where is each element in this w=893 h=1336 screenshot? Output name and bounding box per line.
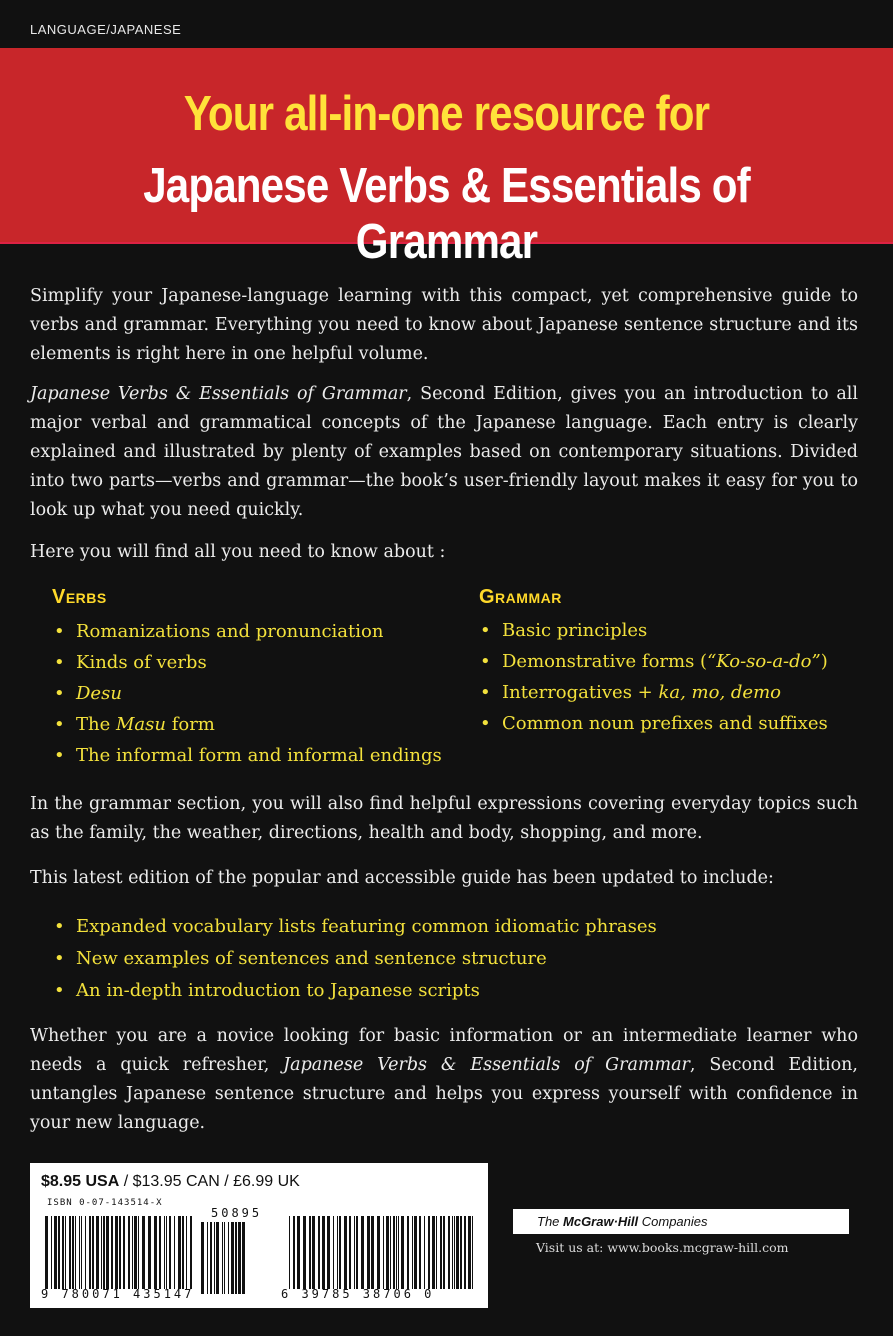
barcode-bar (464, 1216, 466, 1289)
barcode-bar (169, 1216, 171, 1289)
barcode-bar (96, 1216, 99, 1289)
barcode-bar (383, 1216, 384, 1289)
barcode-bar (85, 1216, 86, 1289)
barcode-bar (65, 1216, 66, 1289)
barcode-bar (75, 1216, 76, 1289)
barcode-bar (297, 1216, 300, 1289)
barcode-bar (432, 1216, 435, 1289)
barcode-bar (101, 1216, 102, 1289)
barcode-bar (327, 1216, 330, 1289)
barcode-bar (111, 1216, 113, 1289)
barcode-bar (242, 1222, 245, 1294)
barcode-bar (216, 1222, 219, 1294)
barcode-bar (69, 1216, 71, 1289)
barcode-bar (349, 1216, 351, 1289)
list-item: • New examples of sentences and sentence structure (52, 943, 657, 975)
barcode-bar (89, 1216, 91, 1289)
category-label: LANGUAGE/JAPANESE (30, 22, 182, 37)
barcode-bar (186, 1216, 187, 1289)
barcode-bar (58, 1216, 60, 1289)
barcode-bar (472, 1216, 473, 1289)
barcode-bar (79, 1216, 80, 1289)
barcode-bar (339, 1216, 341, 1289)
barcode-bar (235, 1222, 237, 1294)
barcode-bar (201, 1222, 204, 1294)
barcode-bar (159, 1216, 161, 1289)
barcode-bar (428, 1216, 430, 1289)
barcode-bar (443, 1216, 445, 1289)
barcode-bar (72, 1216, 74, 1289)
barcode-bar (134, 1216, 137, 1289)
barcode-bar (468, 1216, 471, 1289)
grammar-section-paragraph: In the grammar section, you will also find helpful expressions covering everyday topics such as the family, the weather, directions, health and body, shopping, and more. (30, 794, 858, 843)
list-item: • Desu (52, 678, 442, 709)
ean-barcode (45, 1216, 195, 1289)
list-item: • The informal form and informal endings (52, 740, 442, 771)
barcode-bar (303, 1216, 306, 1289)
barcode-bar (54, 1216, 57, 1289)
list-item: • Romanizations and pronunciation (52, 616, 442, 647)
barcode-bar (377, 1216, 380, 1289)
barcode-bar (132, 1216, 133, 1289)
barcode-bar (210, 1222, 212, 1294)
barcode-bar (371, 1216, 374, 1289)
barcode-bar (460, 1216, 462, 1289)
publisher-website: Visit us at: www.books.mcgraw-hill.com (536, 1240, 789, 1255)
barcode-bar (289, 1216, 290, 1289)
barcode-bar (138, 1216, 139, 1289)
barcode-bar (361, 1216, 364, 1289)
barcode-bar (92, 1216, 94, 1289)
list-item: • The Masu form (52, 709, 442, 740)
barcode-bar (312, 1216, 315, 1289)
barcode-bar (440, 1216, 442, 1289)
barcode-bar (386, 1216, 389, 1289)
latest-edition-paragraph: This latest edition of the popular and accessible guide has been updated to include: (30, 868, 774, 888)
list-item: • Expanded vocabulary lists featuring common idiomatic phrases (52, 911, 657, 943)
barcode-bar (224, 1222, 225, 1294)
barcode-bar (119, 1216, 121, 1289)
barcode-box (30, 1163, 488, 1308)
barcode-bar (293, 1216, 295, 1289)
barcode-bar (182, 1216, 184, 1289)
barcode-bar (62, 1216, 64, 1289)
barcode-bar (414, 1216, 417, 1289)
banner-title: Japanese Verbs & Essentials of Grammar (143, 159, 750, 269)
barcode-bar (354, 1216, 355, 1289)
verbs-list (52, 616, 442, 771)
addon-barcode (201, 1222, 249, 1294)
barcode-bar (154, 1216, 157, 1289)
barcode-bar (164, 1216, 165, 1289)
barcode-bar (142, 1216, 145, 1289)
closing-paragraph: Whether you are a novice looking for basic information or an intermediate learner who needs a quick refresher, Japanese Verbs & Essentials of Grammar, Second Edition, untangles Japanese sentence structure and helps you express yourself with confidence in your new language. (30, 1026, 858, 1133)
barcode-bar (452, 1216, 453, 1289)
banner-tagline: Your all-in-one resource for (183, 87, 710, 141)
barcode-bar (318, 1216, 320, 1289)
barcode-bar (123, 1216, 125, 1289)
updates-list (52, 911, 657, 1007)
list-item: • Kinds of verbs (52, 647, 442, 678)
list-item: • Basic principles (478, 615, 828, 646)
barcode-bar (115, 1216, 118, 1289)
barcode-bar (396, 1216, 397, 1289)
barcode-bar (337, 1216, 338, 1289)
isbn-label: ISBN 0-07-143514-X (47, 1198, 163, 1208)
barcode-addon-number: 50895 (211, 1206, 263, 1220)
barcode-bar (309, 1216, 311, 1289)
price-line: $8.95 USA / $13.95 CAN / £6.99 UK (41, 1173, 300, 1190)
barcode-bar (436, 1216, 437, 1289)
list-item: • Interrogatives + ka, mo, demo (478, 677, 828, 708)
barcode-bar (45, 1216, 48, 1289)
barcode-bar (454, 1216, 455, 1289)
barcode-bar (214, 1222, 215, 1294)
barcode-bar (407, 1216, 409, 1289)
barcode-bar (148, 1216, 151, 1289)
barcode-bar (103, 1216, 105, 1289)
barcode-bar (178, 1216, 181, 1289)
barcode-bar (207, 1222, 208, 1294)
barcode-bar (322, 1216, 325, 1289)
barcode-bar (51, 1216, 52, 1289)
barcode-bar (398, 1216, 399, 1289)
barcode-bar (356, 1216, 358, 1289)
barcode-bar (228, 1222, 229, 1294)
grammar-heading: Grammar (479, 586, 562, 608)
book-title-italic: Japanese Verbs & Essentials of Grammar (283, 1055, 690, 1075)
upc-digits: 6 39785 38706 0 (281, 1287, 435, 1301)
barcode-bar (174, 1216, 175, 1289)
list-item: • Common noun prefixes and suffixes (478, 708, 828, 739)
barcode-bar (448, 1216, 450, 1289)
barcode-bar (333, 1216, 334, 1289)
list-item: • An in-depth introduction to Japanese scripts (52, 975, 657, 1007)
barcode-bar (81, 1216, 82, 1289)
barcode-bar (393, 1216, 395, 1289)
barcode-bar (344, 1216, 347, 1289)
list-item: • Demonstrative forms (“Ko-so-a-do”) (478, 646, 828, 677)
barcode-bar (456, 1216, 459, 1289)
barcode-bar (390, 1216, 391, 1289)
barcode-bar (106, 1216, 109, 1289)
barcode-bar (401, 1216, 404, 1289)
barcode-bar (166, 1216, 167, 1289)
barcode-bar (419, 1216, 421, 1289)
barcode-bar (412, 1216, 413, 1289)
edition-paragraph (30, 380, 858, 525)
title-banner (0, 48, 893, 269)
barcode-bar (367, 1216, 370, 1289)
intro-paragraph: Simplify your Japanese-language learning with this compact, yet comprehensive guide to verbs and grammar. Everything you need to know about Japanese sentence structure and its elements is right here in one helpful volume. (30, 286, 858, 364)
barcode-bar (238, 1222, 241, 1294)
barcode-bar (190, 1216, 192, 1289)
ean-digits: 9 780071 435147 (41, 1287, 195, 1301)
book-title-italic: Japanese Verbs & Essentials of Grammar (30, 384, 407, 404)
barcode-bar (128, 1216, 130, 1289)
upc-barcode (289, 1216, 475, 1289)
verbs-heading: Verbs (52, 586, 107, 608)
barcode-bar (231, 1222, 234, 1294)
barcode-bar (222, 1222, 223, 1294)
edition-paragraph-text: , Second Edition, gives you an introduction to all major verbal and grammatical concepts of the Japanese language. Each entry is clearly explained and illustrated by plenty of examples based on contemporary situations. Divided into two parts—verbs and grammar—the book’s user-friendly layout makes it easy for you to look up what you need quickly. (30, 384, 858, 520)
here-intro: Here you will find all you need to know about : (30, 542, 446, 562)
publisher-logo: The McGraw·Hill Companies (513, 1209, 849, 1234)
grammar-list (478, 615, 828, 739)
barcode-bar (424, 1216, 425, 1289)
